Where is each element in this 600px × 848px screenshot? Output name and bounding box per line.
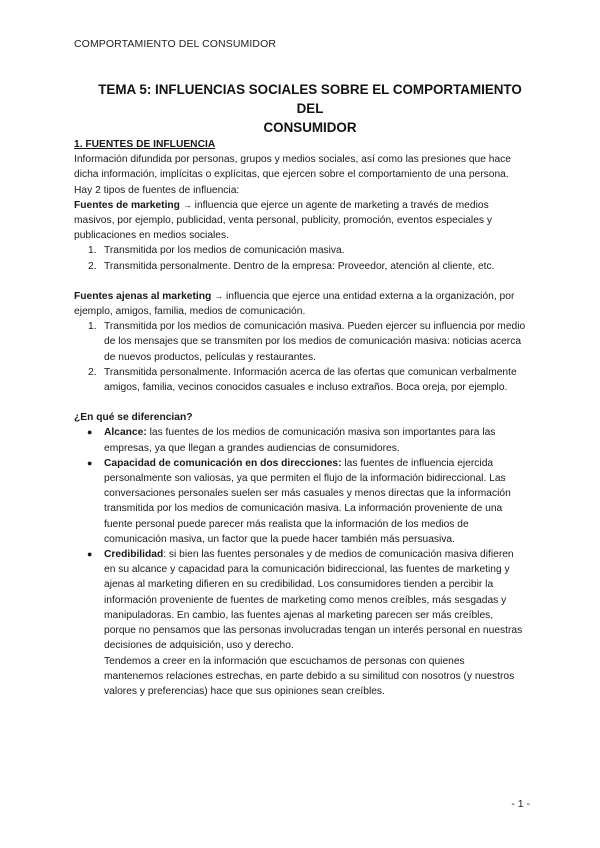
bullet-icon: ● [87, 457, 93, 468]
types-line: Hay 2 tipos de fuentes de influencia: [74, 184, 240, 196]
list-item-text: Transmitida personalmente. Dentro de la empresa: Proveedor, atención al cliente, etc. [104, 260, 495, 272]
bullet-label: Credibilidad [104, 549, 164, 561]
closing-paragraph: Tendemos a creer en la información que escuchamos de personas con quienes mantenemos relaciones estrechas, en parte debido a su similitud con nosotros (y nuestros valores y preferencias) hace que sus opiniones sean creíbles. [104, 655, 515, 697]
non-marketing-sources-list [74, 319, 526, 395]
differences-question: ¿En qué se diferencian? [74, 412, 193, 424]
arrow-right-icon: → [214, 290, 224, 301]
differences-list [74, 425, 526, 653]
marketing-sources-paragraph [74, 198, 526, 244]
list-item [74, 425, 526, 455]
marketing-sources-text: influencia que ejerce un agente de marketing a través de medios masivos, por ejemplo, publicidad, venta personal, publicity, promoción, eventos especiales y publicaciones en medios sociales. [74, 199, 493, 242]
list-item-text: Transmitida por los medios de comunicación masiva. Pueden ejercer su influencia por medio de los mensajes que se transmiten por los medios de comunicación masiva: noticias acerca de nuevos productos, películas y restaurantes. [104, 321, 526, 363]
list-item [74, 365, 526, 395]
page-title [90, 80, 530, 137]
title-line-2: CONSUMIDOR [263, 120, 357, 135]
non-marketing-sources-paragraph [74, 289, 526, 319]
running-header: COMPORTAMIENTO DEL CONSUMIDOR [74, 38, 277, 50]
list-number: 1. [88, 245, 97, 257]
page-number: - 1 - [511, 798, 530, 810]
list-item [74, 259, 526, 274]
bullet-icon: ● [87, 549, 93, 560]
non-marketing-sources-text: influencia que ejerce una entidad externa a la organización, por ejemplo, amigos, familia, medios de comunicación. [74, 290, 515, 318]
spacer [74, 395, 526, 410]
bullet-label: Capacidad de comunicación en dos direcciones: [104, 457, 342, 469]
document-body [74, 137, 526, 699]
list-item [74, 319, 526, 365]
list-item-text: Transmitida personalmente. Información acerca de las ofertas que comunican verbalmente amigos, familia, vecinos conocidos casuales e incluso extraños. Boca oreja, por ejemplo. [104, 366, 517, 394]
list-number: 2. [88, 260, 97, 272]
list-item [74, 456, 526, 547]
non-marketing-sources-label: Fuentes ajenas al marketing [74, 290, 212, 302]
marketing-sources-list [74, 243, 526, 273]
list-number: 1. [88, 321, 97, 333]
bullet-text: las fuentes de influencia ejercida personalmente son valiosas, ya que permiten el flujo de la información bidireccional. Las conversaciones personales suelen ser más casuales y menos directas que la información transmitida por los medios de comunicación masiva. La información proveniente de una fuente personal puede parecer más realista que la información de los medios de comunicación masiva, un factor que la puede hacer también más persuasiva. [104, 457, 511, 545]
arrow-right-icon: → [182, 199, 192, 210]
marketing-sources-label: Fuentes de marketing [74, 199, 180, 211]
bullet-text: las fuentes de los medios de comunicación masiva son importantes para las empresas, ya que llegan a grandes audiencias de consumidores. [104, 427, 496, 454]
section-heading: 1. FUENTES DE INFLUENCIA [74, 139, 216, 150]
spacer [74, 274, 526, 289]
list-item-text: Transmitida por los medios de comunicación masiva. [104, 245, 345, 257]
title-line-1: TEMA 5: INFLUENCIAS SOCIALES SOBRE EL COMPORTAMIENTO DEL [98, 82, 522, 116]
bullet-icon: ● [87, 427, 93, 438]
list-item [74, 547, 526, 653]
bullet-label: Alcance: [104, 427, 147, 439]
bullet-text: : si bien las fuentes personales y de medios de comunicación masiva difieren en su alcance y capacidad para la comunicación bidireccional, las fuentes de marketing y ajenas al marketing difieren en su credibilidad. Los consumidores tienden a percibir la información proveniente de fuentes de marketing como menos creíbles, más sesgadas y manipuladoras. En cambio, las fuentes ajenas al marketing parecen ser más creíbles, porque no pensamos que las personas involucradas tengan un interés personal en nuestras decisiones de adquisición, uso y derecho. [104, 549, 523, 652]
intro-paragraph: Información difundida por personas, grupos y medios sociales, así como las presiones que hace dicha información, implícitas o explícitas, que ejercen sobre el comportamiento de una persona. [74, 154, 512, 181]
list-item [74, 243, 526, 258]
list-number: 2. [88, 366, 97, 378]
